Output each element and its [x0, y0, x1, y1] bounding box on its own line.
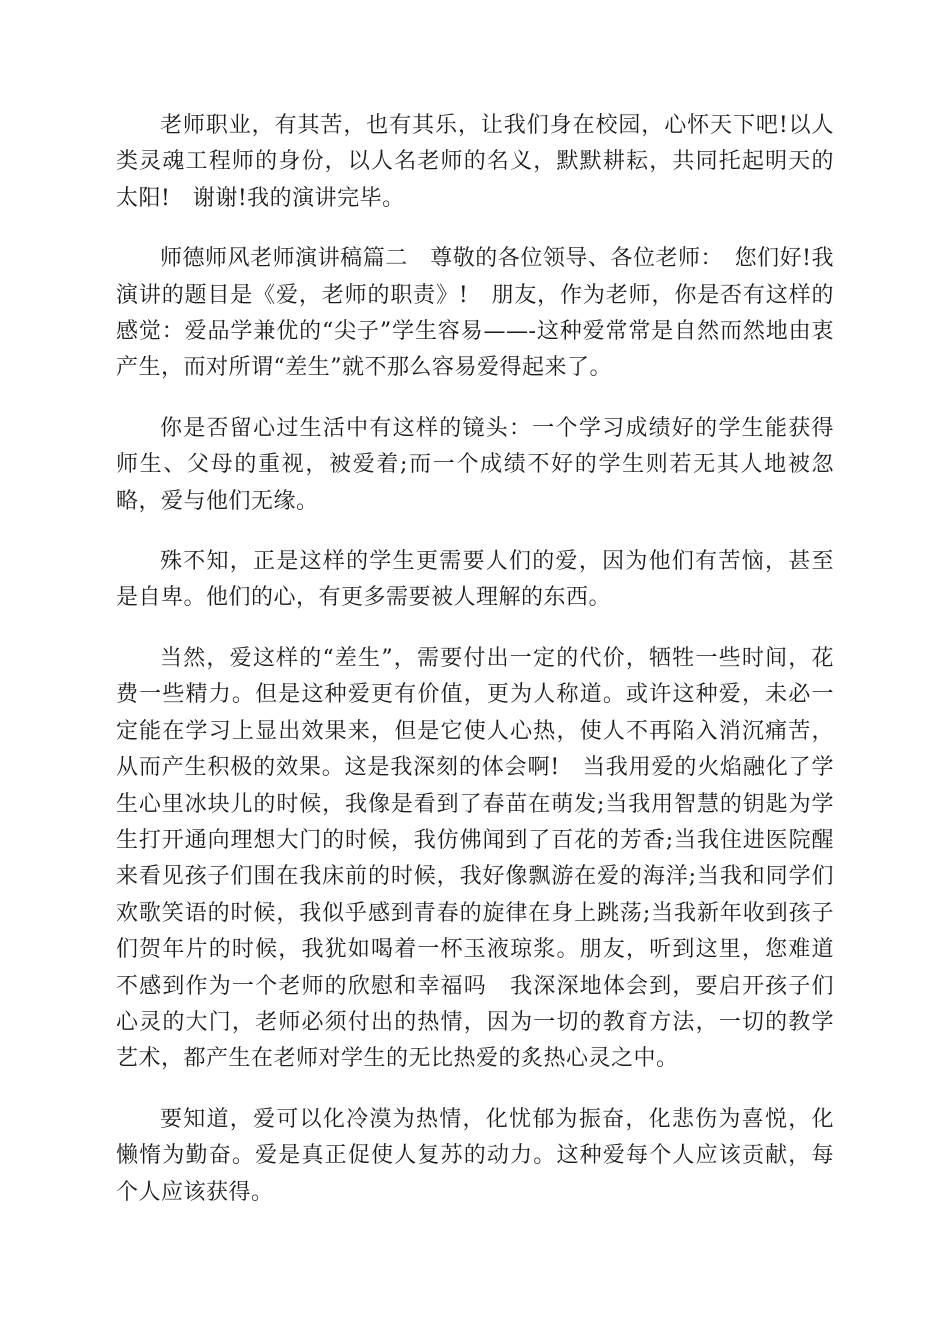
document-body	[116, 108, 834, 1235]
paragraph-speech-two-opening: 师德师风老师演讲稿篇二 尊敬的各位领导、各位老师： 您们好!我演讲的题目是《爱，老师的职责》! 朋友，作为老师，你是否有这样的感觉：爱品学兼优的“尖子”学生容易——-这种爱常常是自然而然地由衷产生，而对所谓“差生”就不那么容易爱得起来了。	[116, 246, 834, 381]
paragraph-loving-poor-students: 当然，爱这样的“差生”，需要付出一定的代价，牺牲一些时间，花费一些精力。但是这种爱更有价值，更为人称道。或许这种爱，未必一定能在学习上显出效果来，但是它使人心热，使人不再陷入消沉痛苦，从而产生积极的效果。这是我深刻的体会啊! 当我用爱的火焰融化了学生心里冰块儿的时候，我像是看到了春苗在萌发;当我用智慧的钥匙为学生打开通向理想大门的时候，我仿佛闻到了百花的芳香;当我住进医院醒来看见孩子们围在我床前的时候，我好像飘游在爱的海洋;当我和同学们欢歌笑语的时候，我似乎感到青春的旋律在身上跳荡;当我新年收到孩子们贺年片的时候，我犹如喝着一杯玉液琼浆。朋友，听到这里，您难道不感到作为一个老师的欣慰和幸福吗 我深深地体会到，要启开孩子们心灵的大门，老师必须付出的热情，因为一切的教育方法，一切的教学艺术，都产生在老师对学生的无比热爱的炙热心灵之中。	[116, 645, 834, 1072]
paragraph-power-of-love: 要知道，爱可以化冷漠为热情，化忧郁为振奋，化悲伤为喜悦，化懒惰为勤奋。爱是真正促使人复苏的动力。这种爱每个人应该贡献，每个人应该获得。	[116, 1106, 834, 1205]
paragraph-students-need-love: 殊不知，正是这样的学生更需要人们的爱，因为他们有苦恼，甚至是自卑。他们的心，有更多需要被人理解的东西。	[116, 549, 834, 611]
paragraph-closing-remarks: 老师职业，有其苦，也有其乐，让我们身在校园，心怀天下吧!以人类灵魂工程师的身份，以人名老师的名义，默默耕耘，共同托起明天的太阳! 谢谢!我的演讲完毕。	[116, 113, 834, 211]
paragraph-life-scene: 你是否留心过生活中有这样的镜头：一个学习成绩好的学生能获得师生、父母的重视，被爱着;而一个成绩不好的学生则若无其人地被忽略，爱与他们无缘。	[116, 415, 834, 514]
